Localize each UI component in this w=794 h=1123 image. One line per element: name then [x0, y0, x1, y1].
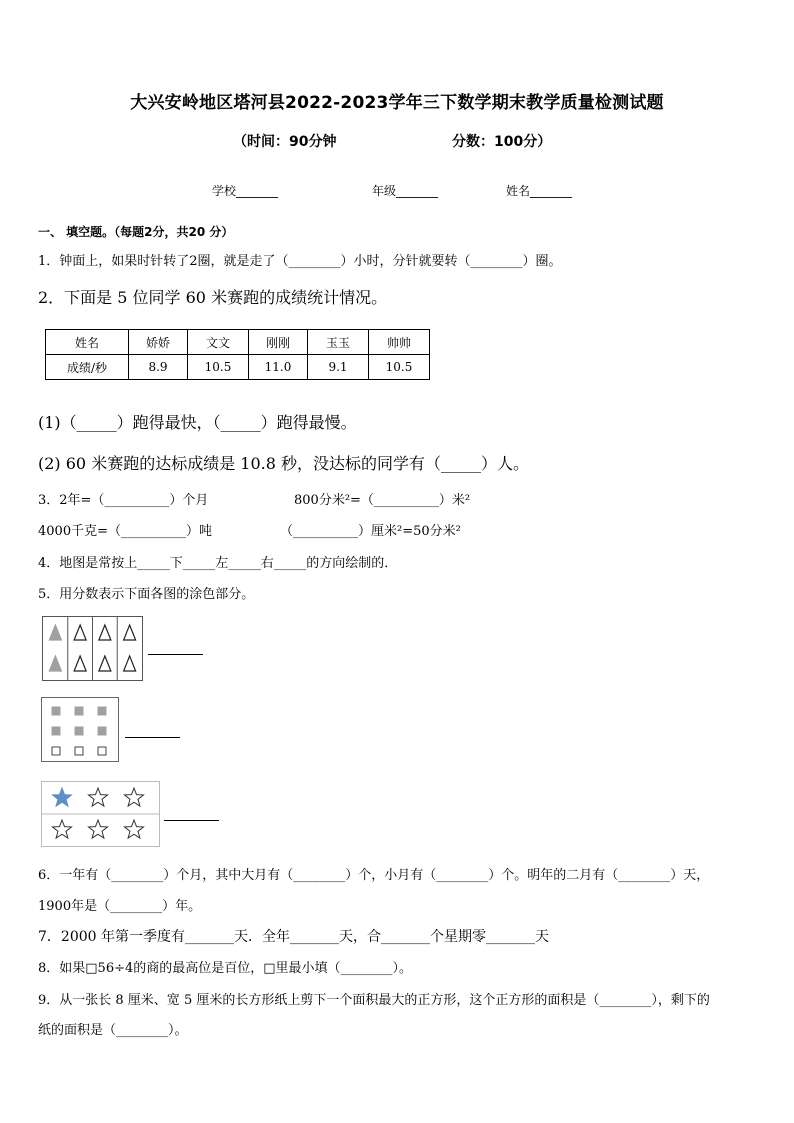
star-icon: [125, 820, 144, 838]
shaded-square-icon: [98, 707, 106, 715]
star-icon: [89, 820, 108, 838]
question-3c: 4000千克=（__________）吨: [38, 524, 212, 539]
question-9-line-1: 9．从一张长 8 厘米、宽 5 厘米的长方形纸上剪下一个面积最大的正方形，这个正方形的面积是（________），剩下的: [38, 993, 710, 1008]
question-2-part-1: (1)（_____）跑得最快，（_____）跑得最慢。: [38, 413, 357, 432]
star-figure: [41, 781, 160, 847]
table-row: [46, 355, 430, 380]
question-4: 4．地图是常按上_____下_____左_____右_____的方向绘制的．: [38, 556, 398, 571]
question-6-line-2: 1900年是（________）年。: [38, 899, 202, 914]
shaded-triangle-icon: [49, 625, 61, 640]
grade-field: 年级_______: [372, 184, 439, 198]
name-field: 姓名_______: [506, 184, 573, 198]
table-cell: 刚刚: [249, 330, 308, 355]
triangle-icon: [99, 656, 111, 671]
triangle-icon: [74, 656, 86, 671]
star-icon: [125, 788, 144, 806]
star-icon: [89, 788, 108, 806]
answer-blank: [148, 654, 203, 655]
question-2-part-2: (2) 60 米赛跑的达标成绩是 10.8 秒，没达标的同学有（_____）人。: [38, 454, 529, 473]
table-cell: 帅帅: [369, 330, 430, 355]
question-9-line-2: 纸的面积是（________）。: [38, 1023, 188, 1038]
exam-score: 分数：100分）: [452, 134, 552, 150]
answer-blank: [125, 737, 180, 738]
answer-blank: [164, 820, 219, 821]
square-icon: [52, 747, 60, 755]
triangle-icon: [74, 625, 86, 640]
table-cell: 10.5: [369, 355, 430, 380]
triangle-icon: [99, 625, 111, 640]
section-heading: 一、 填空题。（每题2分，共20 分）: [38, 225, 234, 239]
exam-time: （时间：90分钟: [233, 134, 337, 150]
table-header-row: [46, 330, 430, 355]
square-grid: [42, 698, 118, 761]
exam-title: 大兴安岭地区塔河县2022-2023学年三下数学期末教学质量检测试题: [130, 93, 664, 113]
question-7: 7．2000 年第一季度有_______天．全年_______天，合_______个星期零_______天: [38, 929, 549, 945]
question-1: 1．钟面上，如果时针转了2圈，就是走了（________）小时，分针就要转（________）圈。: [38, 254, 562, 269]
star-icon: [53, 820, 72, 838]
triangle-figure: [42, 616, 143, 681]
triangle-icon: [124, 625, 136, 640]
table-cell: 娇娇: [129, 330, 188, 355]
question-8: 8．如果□56÷4的商的最高位是百位，□里最小填（________）。: [38, 961, 413, 976]
triangle-icon: [124, 656, 136, 671]
table-cell: 9.1: [308, 355, 369, 380]
shaded-square-icon: [75, 707, 83, 715]
shaded-square-icon: [52, 707, 60, 715]
question-6-line-1: 6．一年有（________）个月，其中大月有（________）个，小月有（________）个。明年的二月有（________）天，: [38, 868, 710, 883]
shaded-square-icon: [75, 727, 83, 735]
star-grid: [42, 782, 159, 846]
table-cell: 玉玉: [308, 330, 369, 355]
table-cell: 姓名: [46, 330, 129, 355]
table-cell: 文文: [188, 330, 249, 355]
question-2-stem: 2．下面是 5 位同学 60 米赛跑的成绩统计情况。: [38, 288, 388, 307]
score-table: [45, 329, 430, 380]
table-cell: 成绩/秒: [46, 355, 129, 380]
square-icon: [75, 747, 83, 755]
shaded-square-icon: [98, 727, 106, 735]
shaded-triangle-icon: [49, 656, 61, 671]
table-cell: 8.9: [129, 355, 188, 380]
school-field: 学校_______: [212, 184, 279, 198]
table-cell: 10.5: [188, 355, 249, 380]
question-3a: 3．2年=（__________）个月: [38, 493, 209, 508]
table-cell: 11.0: [249, 355, 308, 380]
shaded-square-icon: [52, 727, 60, 735]
square-figure: [41, 697, 119, 762]
question-3d: （__________）厘米²=50分米²: [280, 524, 461, 539]
square-icon: [98, 747, 106, 755]
triangle-grid: [43, 617, 142, 680]
question-5: 5．用分数表示下面各图的涂色部分。: [38, 587, 255, 602]
question-3b: 800分米²=（__________）米²: [294, 493, 471, 508]
filled-star-icon: [53, 788, 72, 806]
